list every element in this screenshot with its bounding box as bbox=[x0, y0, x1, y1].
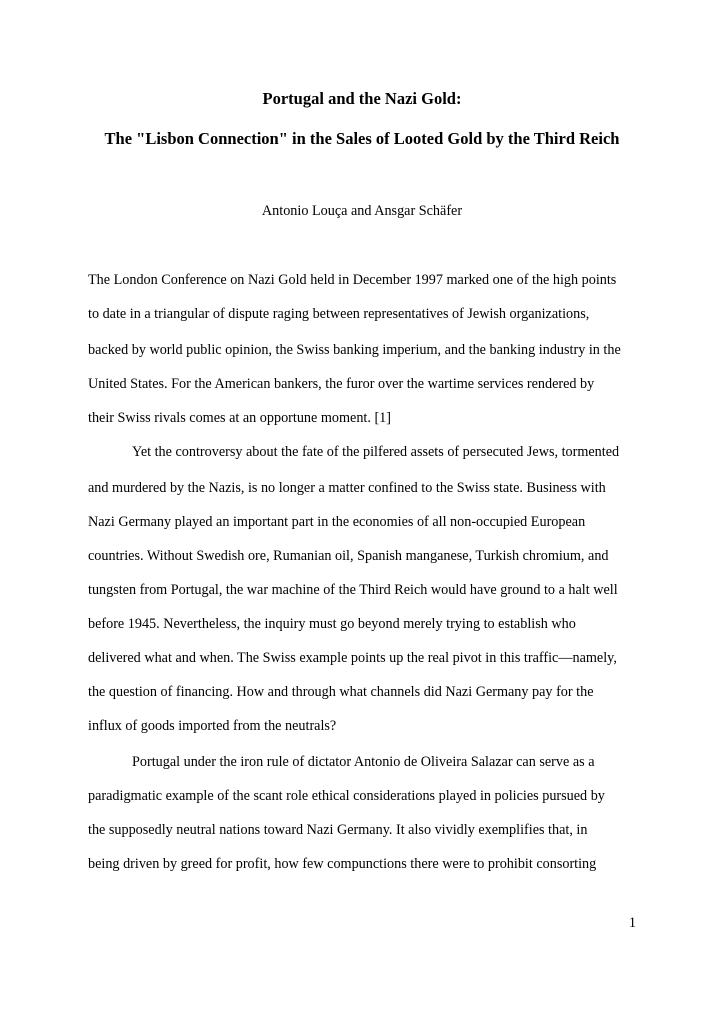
page-number: 1 bbox=[628, 915, 636, 931]
body-line: delivered what and when. The Swiss example points up the real pivot in this traffic—namely, bbox=[88, 650, 617, 666]
body-line: the question of financing. How and through what channels did Nazi Germany pay for the bbox=[88, 684, 594, 700]
document-subtitle: The "Lisbon Connection" in the Sales of Looted Gold by the Third Reich bbox=[104, 129, 620, 148]
body-line: backed by world public opinion, the Swiss banking imperium, and the banking industry in the bbox=[88, 342, 621, 358]
body-line: United States. For the American bankers, the furor over the wartime services rendered by bbox=[88, 376, 595, 392]
body-line: paradigmatic example of the scant role ethical considerations played in policies pursued by bbox=[88, 788, 605, 804]
body-line: before 1945. Nevertheless, the inquiry must go beyond merely trying to establish who bbox=[88, 616, 576, 632]
body-line: The London Conference on Nazi Gold held in December 1997 marked one of the high points bbox=[88, 272, 617, 288]
body-line: the supposedly neutral nations toward Nazi Germany. It also vividly exemplifies that, in bbox=[88, 822, 588, 838]
body-line: being driven by greed for profit, how few compunctions there were to prohibit consorting bbox=[88, 856, 597, 872]
body-line: influx of goods imported from the neutrals? bbox=[88, 718, 337, 734]
body-line: countries. Without Swedish ore, Rumanian oil, Spanish manganese, Turkish chromium, and bbox=[88, 548, 609, 564]
body-line: their Swiss rivals comes at an opportune moment. [1] bbox=[88, 410, 392, 426]
body-line: tungsten from Portugal, the war machine of the Third Reich would have ground to a halt well bbox=[88, 582, 618, 598]
document-title: Portugal and the Nazi Gold: bbox=[262, 89, 462, 108]
body-line: Portugal under the iron rule of dictator Antonio de Oliveira Salazar can serve as a bbox=[132, 754, 595, 770]
body-line: Nazi Germany played an important part in the economies of all non-occupied European bbox=[88, 514, 586, 530]
body-line: and murdered by the Nazis, is no longer a matter confined to the Swiss state. Business with bbox=[88, 480, 606, 496]
document-authors: Antonio Louça and Ansgar Schäfer bbox=[261, 203, 463, 219]
body-line: to date in a triangular of dispute raging between representatives of Jewish organizations, bbox=[88, 306, 590, 322]
body-line: Yet the controversy about the fate of the pilfered assets of persecuted Jews, tormented bbox=[132, 444, 620, 460]
